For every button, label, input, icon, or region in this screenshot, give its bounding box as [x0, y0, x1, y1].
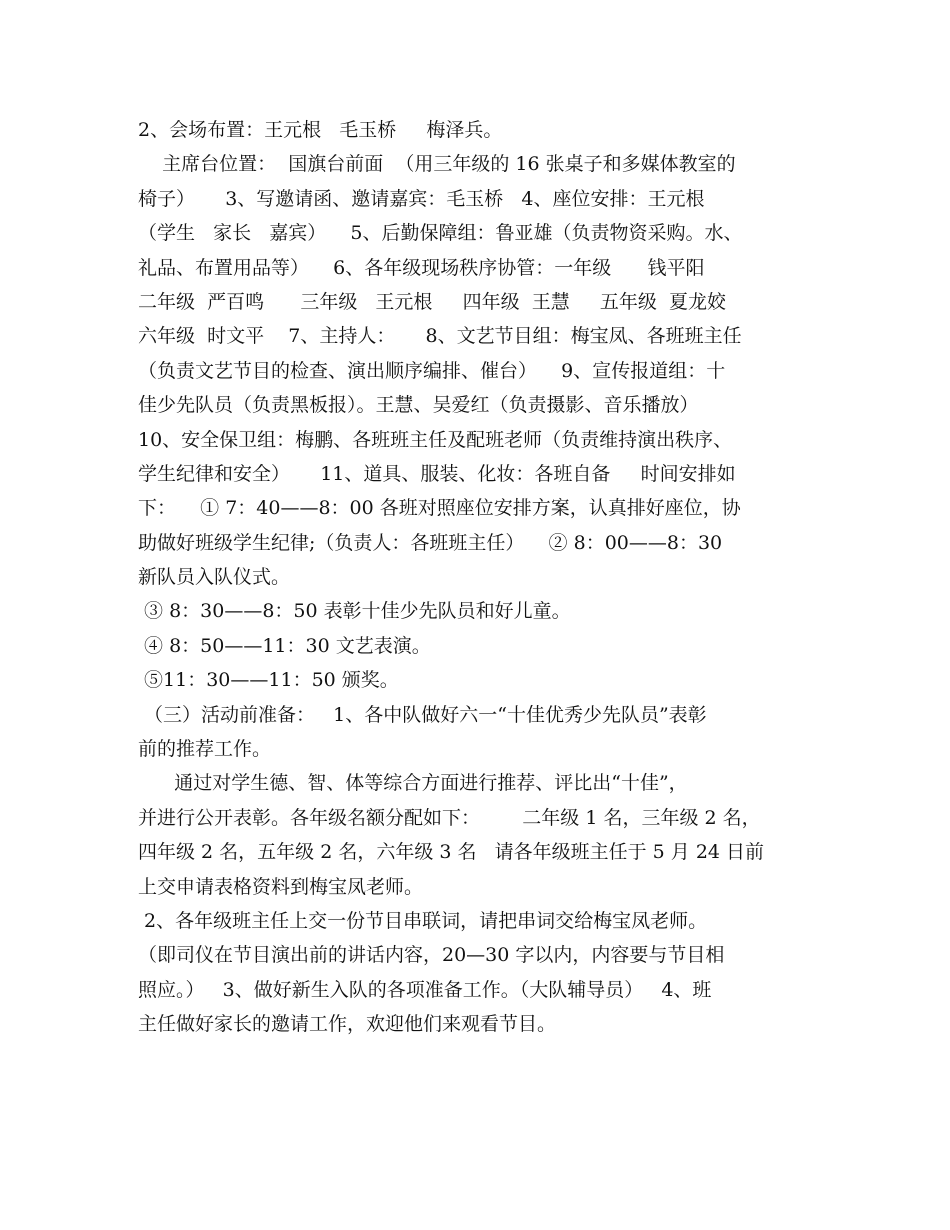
text-line: ④ 8：50——11：30 文艺表演。: [138, 634, 431, 657]
text-line: 照应。） 3、做好新生入队的各项准备工作。（大队辅导员） 4、班: [138, 978, 712, 1001]
text-line: 新队员入队仪式。: [138, 566, 291, 589]
text-line: 主席台位置： 国旗台前面 （用三年级的 16 张桌子和多媒体教室的: [138, 153, 736, 176]
text-line: 礼品、布置用品等） 6、各年级现场秩序协管：一年级 钱平阳: [138, 256, 705, 279]
text-line: （负责文艺节目的检查、演出顺序编排、催台） 9、宣传报道组：十: [138, 359, 726, 382]
text-line: 10、安全保卫组：梅鹏、各班班主任及配班老师（负责维持演出秩序、: [138, 428, 733, 451]
text-line: 学生纪律和安全） 11、道具、服装、化妆：各班自备 时间安排如: [138, 462, 736, 485]
text-line: 前的推荐工作。: [138, 738, 272, 761]
text-line: 二年级 严百鸣 三年级 王元根 四年级 王慧 五年级 夏龙姣: [138, 290, 726, 313]
document-body: [138, 113, 828, 1042]
text-line: 2、各年级班主任上交一份节目串联词，请把串词交给梅宝凤老师。: [138, 909, 708, 932]
text-line: ⑤11：30——11：50 颁奖。: [138, 669, 399, 692]
text-line: 并进行公开表彰。各年级名额分配如下： 二年级 1 名，三年级 2 名，: [138, 806, 761, 829]
text-line: 助做好班级学生纪律;（负责人：各班班主任） ② 8：00——8：30: [138, 531, 723, 554]
text-line: 佳少先队员（负责黑板报）。王慧、吴爱红（负责摄影、音乐播放）: [138, 394, 699, 417]
text-line: 椅子） 3、写邀请函、邀请嘉宾：毛玉桥 4、座位安排：王元根: [138, 187, 705, 210]
text-line: 四年级 2 名，五年级 2 名，六年级 3 名 请各年级班主任于 5 月 24 日前: [138, 841, 765, 864]
text-line: （学生 家长 嘉宾） 5、后勤保障组：鲁亚雄（负责物资采购。水、: [138, 222, 743, 245]
text-line: ③ 8：30——8：50 表彰十佳少先队员和好儿童。: [138, 600, 571, 623]
text-line: 六年级 时文平 7、主持人： 8、文艺节目组：梅宝凤、各班班主任: [138, 325, 742, 348]
text-line: 通过对学生德、智、体等综合方面进行推荐、评比出“十佳”，: [138, 772, 688, 795]
text-line: （三）活动前准备： 1、各中队做好六一“十佳优秀少先队员”表彰: [138, 703, 707, 726]
text-line: （即司仪在节目演出前的讲话内容，20—30 字以内，内容要与节目相: [138, 944, 725, 967]
text-line: 主任做好家长的邀请工作，欢迎他们来观看节目。: [138, 1013, 557, 1036]
text-line: 上交申请表格资料到梅宝凤老师。: [138, 875, 424, 898]
text-line: 下： ① 7：40——8：00 各班对照座位安排方案，认真排好座位，协: [138, 497, 741, 520]
text-line: 2、会场布置：王元根 毛玉桥 梅泽兵。: [138, 119, 503, 141]
